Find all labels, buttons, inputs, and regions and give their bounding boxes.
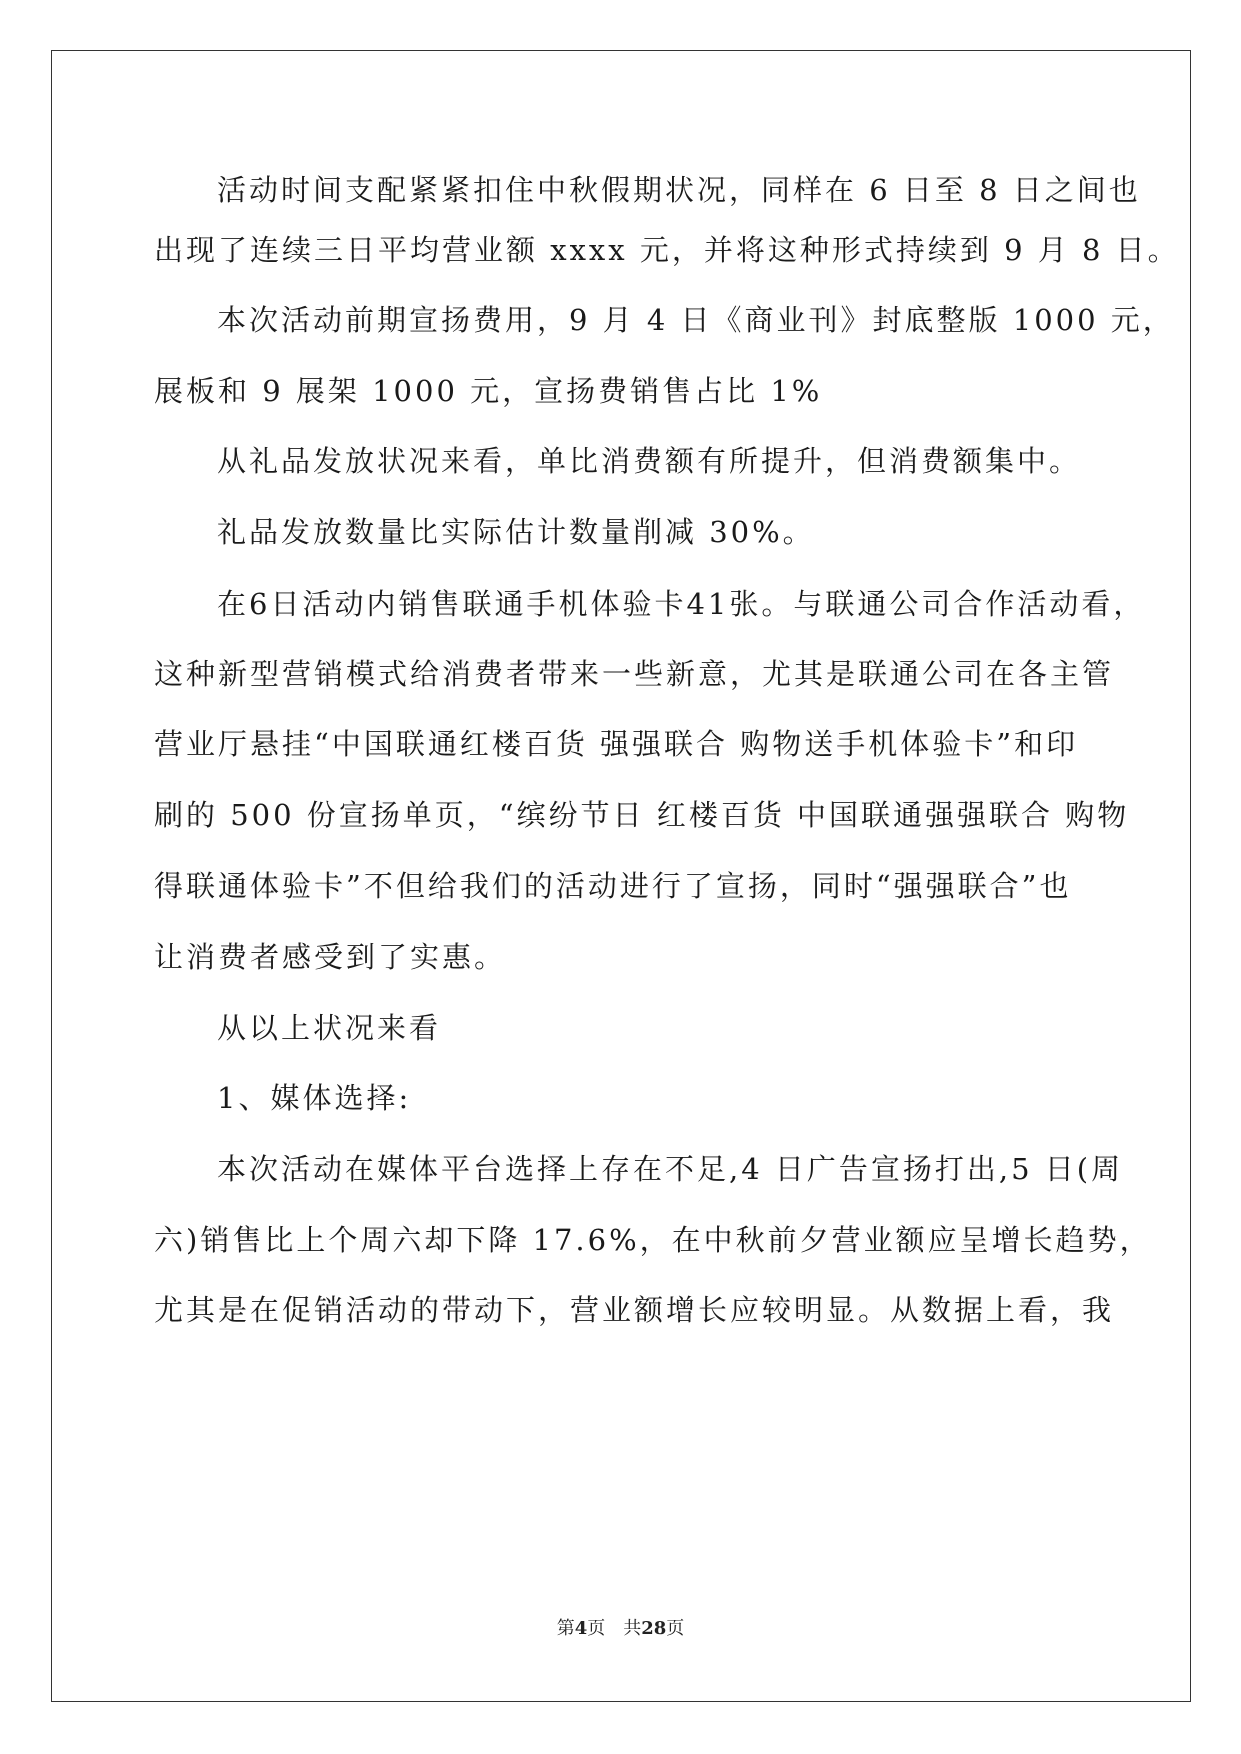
paragraph-1-line-2: 出现了连续三日平均营业额 xxxx 元，并将这种形式持续到 9 月 8 日。 xyxy=(154,233,1180,267)
paragraph-5-line-5: 得联通体验卡”不但给我们的活动进行了宣扬，同时“强强联合”也 xyxy=(154,869,1072,903)
section-heading-media: 1、媒体选择: xyxy=(217,1081,412,1115)
paragraph-5-line-1: 在6日活动内销售联通手机体验卡41张。与联通公司合作活动看， xyxy=(217,587,1146,621)
paragraph-5-line-6: 让消费者感受到了实惠。 xyxy=(154,940,507,974)
paragraph-5-line-3: 营业厅悬挂“中国联通红楼百货 强强联合 购物送手机体验卡”和印 xyxy=(154,727,1079,761)
footer-middle: 页 共 xyxy=(587,1618,642,1639)
paragraph-5-line-2: 这种新型营销模式给消费者带来一些新意，尤其是联通公司在各主管 xyxy=(154,657,1115,691)
page-footer xyxy=(0,1614,1241,1640)
paragraph-7-line-3: 尤其是在促销活动的带动下，营业额增长应较明显。从数据上看，我 xyxy=(154,1293,1115,1327)
total-pages-number: 28 xyxy=(641,1618,667,1639)
paragraph-5-line-4: 刷的 500 份宣扬单页，“缤纷节日 红楼百货 中国联通强强联合 购物 xyxy=(154,798,1130,832)
paragraph-2-line-2: 展板和 9 展架 1000 元，宣扬费销售占比 1% xyxy=(154,374,823,408)
paragraph-7-line-1: 本次活动在媒体平台选择上存在不足,4 日广告宣扬打出,5 日(周 xyxy=(217,1152,1124,1186)
paragraph-3-line-1: 从礼品发放状况来看，单比消费额有所提升，但消费额集中。 xyxy=(217,444,1082,478)
paragraph-7-line-2: 六)销售比上个周六却下降 17.6%，在中秋前夕营业额应呈增长趋势， xyxy=(154,1223,1152,1257)
paragraph-1-line-1: 活动时间支配紧紧扣住中秋假期状况，同样在 6 日至 8 日之间也 xyxy=(217,173,1141,207)
footer-prefix: 第 xyxy=(556,1618,575,1639)
footer-suffix: 页 xyxy=(666,1618,685,1639)
paragraph-6-line-1: 从以上状况来看 xyxy=(217,1011,442,1045)
paragraph-4-line-1: 礼品发放数量比实际估计数量削减 30%。 xyxy=(217,515,815,549)
paragraph-2-line-1: 本次活动前期宣扬费用，9 月 4 日《商业刊》封底整版 1000 元， xyxy=(217,303,1175,337)
current-page-number: 4 xyxy=(574,1618,588,1639)
